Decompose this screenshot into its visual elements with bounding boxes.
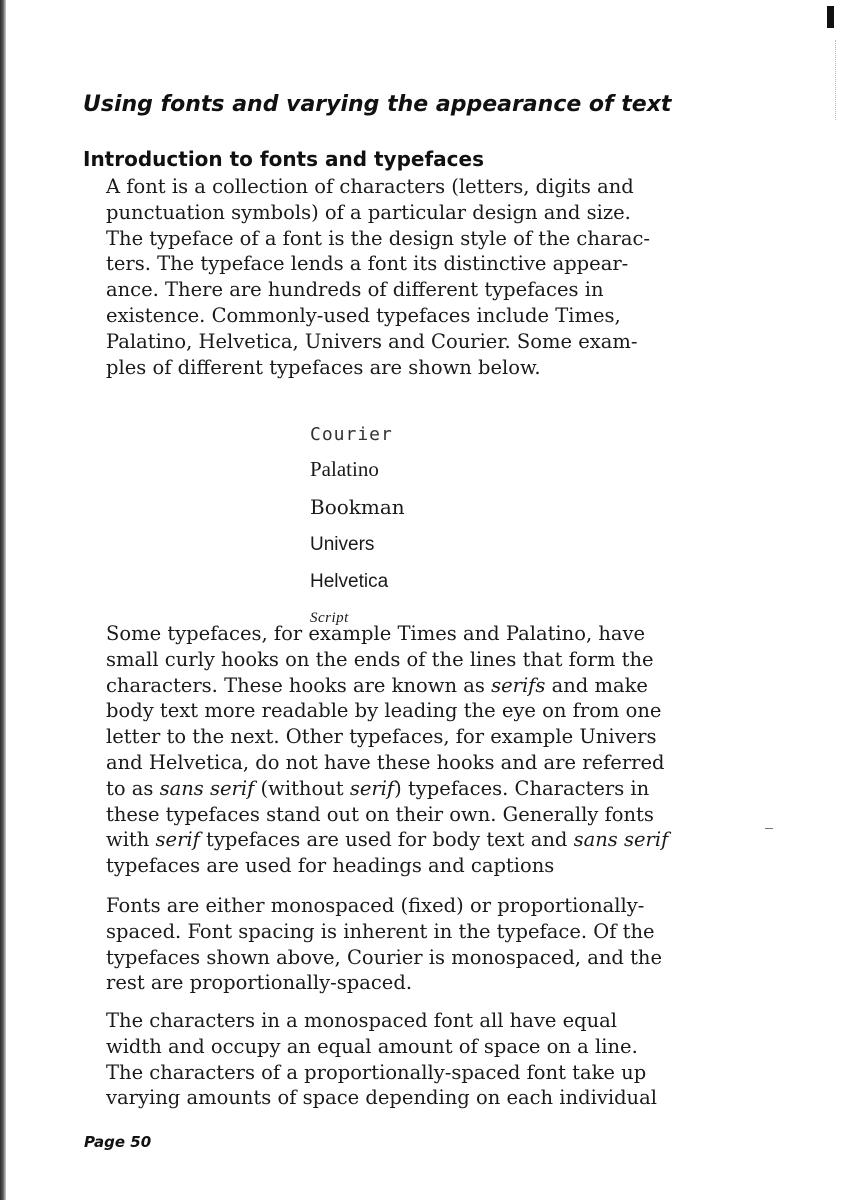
text-line: width and occupy an equal amount of space on a line. xyxy=(106,1034,638,1058)
text-line: ance. There are hundreds of different typefaces in xyxy=(106,278,604,302)
text-line: ters. The typeface lends a font its distinctive appear- xyxy=(106,252,629,276)
sample-bookman: Bookman xyxy=(310,495,405,519)
text-line: rest are proportionally-spaced. xyxy=(106,971,413,995)
text-run: (without xyxy=(254,776,350,800)
text-line: letter to the next. Other typefaces, for example Univers xyxy=(106,725,657,749)
text-line: The typeface of a font is the design style of the charac- xyxy=(106,226,650,250)
scan-specks xyxy=(835,40,840,120)
text-line: The characters of a proportionally-spaced font take up xyxy=(106,1060,647,1084)
text-run: characters. These hooks are known as xyxy=(106,673,492,697)
text-line: typefaces shown above, Courier is monospaced, and the xyxy=(106,945,663,969)
text-line: varying amounts of space depending on each individual xyxy=(106,1086,657,1110)
text-line xyxy=(106,776,716,802)
text-line: ples of different typefaces are shown below. xyxy=(106,355,541,379)
chapter-title: Using fonts and varying the appearance of text xyxy=(83,92,672,117)
width-paragraph xyxy=(106,1008,716,1111)
text-line: spaced. Font spacing is inherent in the typeface. Of the xyxy=(106,919,655,943)
spacing-paragraph xyxy=(106,893,716,996)
text-line: these typefaces stand out on their own. Generally fonts xyxy=(106,802,654,826)
intro-paragraph xyxy=(106,174,716,380)
text-run: with xyxy=(106,828,156,852)
sample-script: Script xyxy=(310,610,349,626)
text-line xyxy=(106,827,716,853)
emphasis: serifs xyxy=(491,673,546,697)
text-run: and make xyxy=(545,673,648,697)
text-line: and Helvetica, do not have these hooks and are referred xyxy=(106,750,665,774)
sample-helvetica: Helvetica xyxy=(310,571,389,592)
sample-palatino: Palatino xyxy=(310,457,379,481)
section-title: Introduction to fonts and typefaces xyxy=(83,147,484,171)
text-line: existence. Commonly-used typefaces include Times, xyxy=(106,303,621,327)
text-line: typefaces are used for headings and captions xyxy=(106,854,555,878)
text-line: body text more readable by leading the eye on from one xyxy=(106,699,662,723)
text-line: Fonts are either monospaced (fixed) or proportionally- xyxy=(106,894,645,917)
emphasis: serif xyxy=(349,776,395,800)
text-line: small curly hooks on the ends of the lines that form the xyxy=(106,647,654,671)
emphasis: sans serif xyxy=(573,828,669,852)
emphasis: serif xyxy=(155,828,200,852)
sample-courier: Courier xyxy=(310,424,393,445)
page-binding-edge xyxy=(0,0,6,1200)
sample-univers: Univers xyxy=(310,534,375,555)
text-run: to as xyxy=(106,776,160,800)
text-line xyxy=(106,673,716,699)
text-line: Palatino, Helvetica, Univers and Courier. Some exam- xyxy=(106,329,638,353)
text-run: typefaces are used for body text and xyxy=(199,828,574,852)
text-line: The characters in a monospaced font all have equal xyxy=(106,1009,618,1032)
text-line: Some typefaces, for example Times and Palatino, have xyxy=(106,622,646,645)
page-number: Page 50 xyxy=(84,1133,152,1151)
text-line: punctuation symbols) of a particular design and size. xyxy=(106,200,631,224)
text-line: A font is a collection of characters (letters, digits and xyxy=(106,175,634,198)
text-run: ) typefaces. Characters in xyxy=(394,776,650,800)
serif-paragraph xyxy=(106,621,716,879)
emphasis: sans serif xyxy=(159,776,255,800)
scan-corner-mark xyxy=(827,6,834,28)
scan-stray-mark xyxy=(765,828,773,829)
